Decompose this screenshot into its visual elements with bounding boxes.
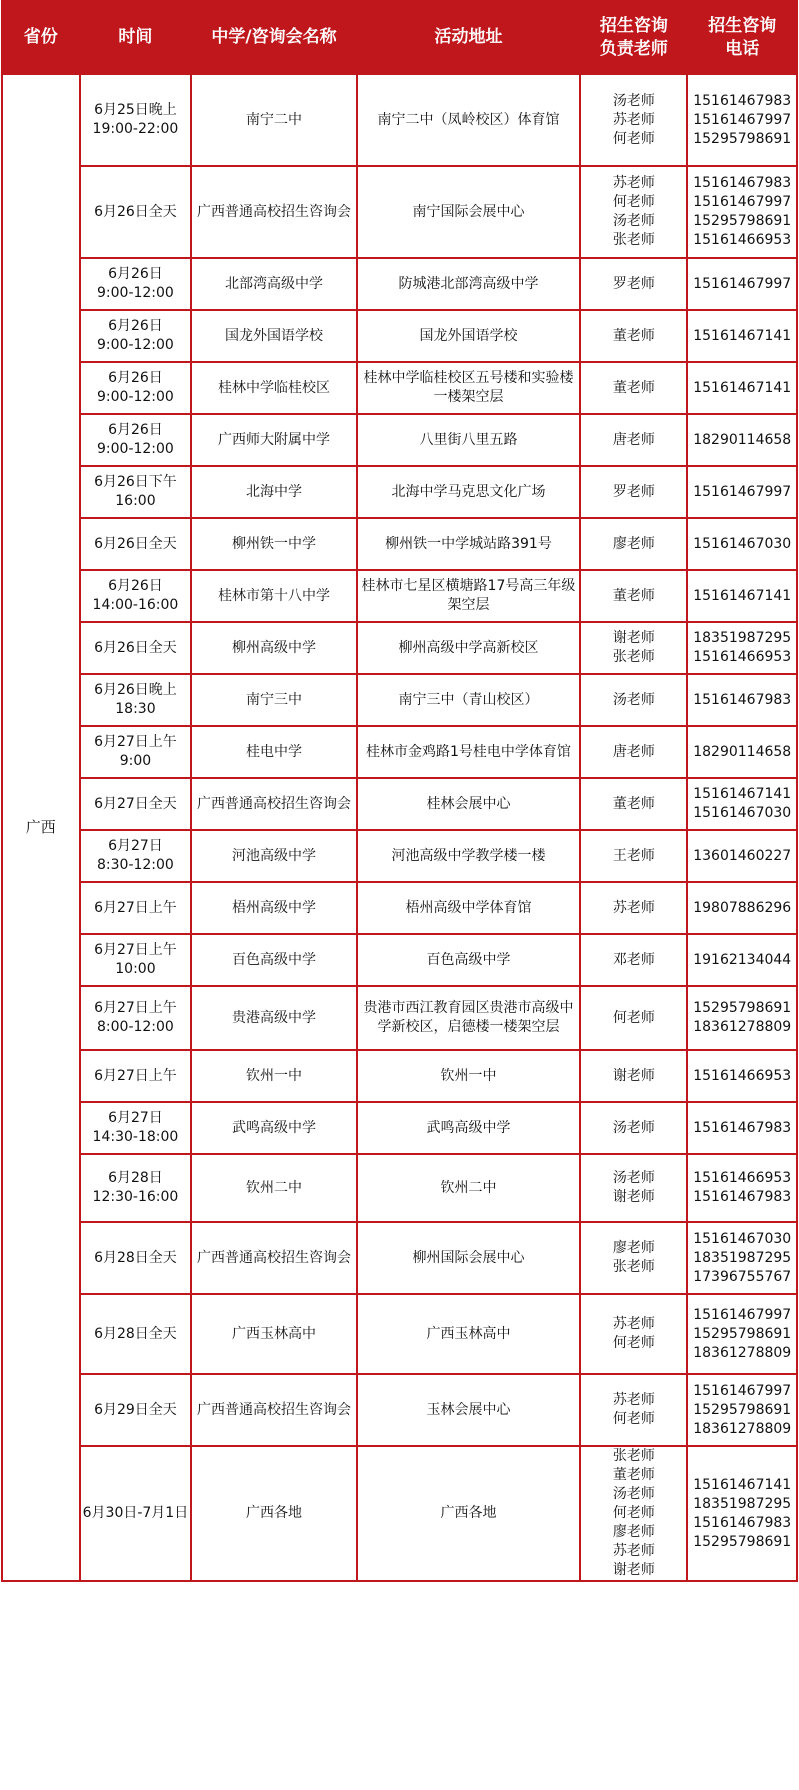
school-cell: 贵港高级中学 (191, 986, 356, 1050)
phone-number: 15161467141 (693, 327, 792, 344)
phone-number: 15161467983 (693, 1119, 792, 1136)
teacher-cell (580, 1374, 687, 1446)
table-row (2, 310, 797, 362)
phone-cell (687, 726, 797, 778)
school-cell: 桂林中学临桂校区 (191, 362, 356, 414)
teacher-cell (580, 1294, 687, 1374)
school-cell: 柳州铁一中学 (191, 518, 356, 570)
phone-number: 15295798691 (693, 1325, 792, 1342)
phone-number: 15295798691 (693, 1000, 792, 1016)
phone-number: 18351987295 (693, 630, 792, 646)
table-row (2, 986, 797, 1050)
teacher-name: 罗老师 (612, 275, 655, 292)
address-cell: 玉林会展中心 (357, 1374, 581, 1446)
phone-number: 15161466953 (693, 232, 792, 248)
teacher-name: 汤老师 (612, 213, 655, 229)
teacher-name: 谢老师 (612, 1067, 655, 1084)
teacher-name: 汤老师 (612, 1486, 655, 1502)
time-cell: 6月27日 14:30-18:00 (80, 1102, 192, 1154)
province-cell: 广西 (2, 74, 80, 1581)
table-row (2, 1446, 797, 1581)
time-cell: 6月27日上午 (80, 1050, 192, 1102)
phone-number: 15161467997 (693, 1382, 792, 1399)
time-cell: 6月26日全天 (80, 166, 192, 258)
teacher-name: 罗老师 (612, 483, 655, 500)
address-cell: 柳州国际会展中心 (357, 1222, 581, 1294)
phone-cell (687, 934, 797, 986)
school-cell: 广西普通高校招生咨询会 (191, 1222, 356, 1294)
phone-number: 18361278809 (693, 1019, 792, 1035)
phone-number: 15295798691 (693, 213, 792, 229)
address-cell: 南宁三中（青山校区） (357, 674, 581, 726)
phone-cell (687, 622, 797, 674)
phone-number: 15161467997 (693, 194, 792, 210)
teacher-name: 谢老师 (612, 1189, 655, 1205)
phone-number: 18351987295 (693, 1249, 792, 1266)
teacher-name: 董老师 (612, 795, 655, 812)
phone-number: 15295798691 (693, 130, 792, 147)
time-cell: 6月28日全天 (80, 1294, 192, 1374)
table-row (2, 1050, 797, 1102)
time-cell: 6月27日 8:30-12:00 (80, 830, 192, 882)
time-cell: 6月27日上午 8:00-12:00 (80, 986, 192, 1050)
teacher-name: 唐老师 (612, 743, 655, 760)
teacher-cell (580, 882, 687, 934)
school-cell: 桂林市第十八中学 (191, 570, 356, 622)
time-cell: 6月26日 9:00-12:00 (80, 414, 192, 466)
phone-number: 15161467983 (693, 1189, 792, 1205)
header-phone: 招生咨询 电话 (687, 1, 797, 74)
table-row (2, 830, 797, 882)
teacher-cell (580, 986, 687, 1050)
phone-number: 15161467983 (693, 175, 792, 191)
header-province: 省份 (2, 1, 80, 74)
address-cell: 柳州高级中学高新校区 (357, 622, 581, 674)
teacher-name: 汤老师 (612, 1119, 655, 1136)
time-cell: 6月26日 9:00-12:00 (80, 258, 192, 310)
phone-cell (687, 74, 797, 166)
address-cell: 桂林市七星区横塘路17号高三年级架空层 (357, 570, 581, 622)
address-cell: 防城港北部湾高级中学 (357, 258, 581, 310)
teacher-name: 何老师 (612, 1411, 655, 1427)
time-cell: 6月28日 12:30-16:00 (80, 1154, 192, 1222)
teacher-name: 廖老师 (612, 1524, 655, 1540)
phone-number: 15161467030 (693, 535, 792, 552)
address-cell: 钦州二中 (357, 1154, 581, 1222)
teacher-name: 董老师 (612, 379, 655, 396)
teacher-name: 张老师 (612, 1259, 655, 1275)
school-cell: 钦州一中 (191, 1050, 356, 1102)
time-cell: 6月27日上午 10:00 (80, 934, 192, 986)
address-cell: 国龙外国语学校 (357, 310, 581, 362)
teacher-cell (580, 1102, 687, 1154)
phone-cell (687, 882, 797, 934)
school-cell: 桂电中学 (191, 726, 356, 778)
school-cell: 广西玉林高中 (191, 1294, 356, 1374)
phone-number: 15161467141 (693, 1476, 792, 1493)
phone-number: 15161467997 (693, 1306, 792, 1323)
teacher-cell (580, 674, 687, 726)
address-cell: 桂林市金鸡路1号桂电中学体育馆 (357, 726, 581, 778)
header-time: 时间 (80, 1, 192, 74)
teacher-name: 苏老师 (612, 175, 655, 191)
table-row (2, 934, 797, 986)
time-cell: 6月26日晚上 18:30 (80, 674, 192, 726)
teacher-name: 何老师 (612, 130, 655, 147)
time-cell: 6月27日上午 (80, 882, 192, 934)
teacher-name: 苏老师 (612, 1543, 655, 1559)
header-teacher: 招生咨询 负责老师 (580, 1, 687, 74)
teacher-name: 何老师 (612, 1335, 655, 1351)
teacher-cell (580, 258, 687, 310)
phone-number: 13601460227 (693, 847, 792, 864)
table-row (2, 726, 797, 778)
school-cell: 广西师大附属中学 (191, 414, 356, 466)
phone-number: 15161466953 (693, 1067, 792, 1084)
time-cell: 6月27日全天 (80, 778, 192, 830)
phone-cell (687, 570, 797, 622)
phone-number: 15161467983 (693, 691, 792, 708)
phone-cell (687, 518, 797, 570)
teacher-cell (580, 310, 687, 362)
time-cell: 6月26日 14:00-16:00 (80, 570, 192, 622)
phone-number: 18361278809 (693, 1344, 792, 1361)
table-row (2, 1154, 797, 1222)
time-cell: 6月28日全天 (80, 1222, 192, 1294)
phone-number: 15161466953 (693, 1170, 792, 1186)
address-cell: 贵港市西江教育园区贵港市高级中学新校区，启德楼一楼架空层 (357, 986, 581, 1050)
teacher-name: 邓老师 (612, 951, 655, 968)
address-cell: 钦州一中 (357, 1050, 581, 1102)
address-cell: 桂林中学临桂校区五号楼和实验楼一楼架空层 (357, 362, 581, 414)
school-cell: 南宁二中 (191, 74, 356, 166)
address-cell: 南宁二中（凤岭校区）体育馆 (357, 74, 581, 166)
school-cell: 柳州高级中学 (191, 622, 356, 674)
address-cell: 武鸣高级中学 (357, 1102, 581, 1154)
time-cell: 6月26日 9:00-12:00 (80, 310, 192, 362)
teacher-name: 张老师 (612, 649, 655, 665)
teacher-name: 廖老师 (612, 1240, 655, 1256)
teacher-cell (580, 74, 687, 166)
school-cell: 武鸣高级中学 (191, 1102, 356, 1154)
phone-number: 15161467030 (693, 1230, 792, 1247)
header-row (2, 1, 797, 74)
time-cell: 6月26日全天 (80, 622, 192, 674)
time-cell: 6月26日 9:00-12:00 (80, 362, 192, 414)
teacher-name: 谢老师 (612, 1562, 655, 1578)
school-cell: 北海中学 (191, 466, 356, 518)
address-cell: 北海中学马克思文化广场 (357, 466, 581, 518)
time-cell: 6月26日下午 16:00 (80, 466, 192, 518)
phone-number: 18290114658 (693, 743, 792, 760)
teacher-cell (580, 830, 687, 882)
time-cell: 6月30日-7月1日 (80, 1446, 192, 1581)
teacher-name: 谢老师 (612, 630, 655, 646)
phone-cell (687, 1154, 797, 1222)
time-cell: 6月27日上午 9:00 (80, 726, 192, 778)
address-cell: 广西各地 (357, 1446, 581, 1581)
header-school: 中学/咨询会名称 (191, 1, 356, 74)
school-cell: 国龙外国语学校 (191, 310, 356, 362)
phone-number: 15295798691 (693, 1533, 792, 1550)
teacher-cell (580, 1154, 687, 1222)
phone-number: 15161467983 (693, 92, 792, 109)
teacher-name: 苏老师 (612, 1316, 655, 1332)
teacher-name: 董老师 (612, 1467, 655, 1483)
phone-cell (687, 1222, 797, 1294)
teacher-cell (580, 622, 687, 674)
table-row (2, 570, 797, 622)
teacher-cell (580, 466, 687, 518)
teacher-name: 廖老师 (612, 535, 655, 552)
teacher-name: 汤老师 (612, 691, 655, 708)
address-cell: 柳州铁一中学城站路391号 (357, 518, 581, 570)
address-cell: 百色高级中学 (357, 934, 581, 986)
phone-cell (687, 258, 797, 310)
time-cell: 6月25日晚上 19:00-22:00 (80, 74, 192, 166)
table-row (2, 882, 797, 934)
teacher-name: 董老师 (612, 327, 655, 344)
teacher-name: 汤老师 (612, 1170, 655, 1186)
school-cell: 钦州二中 (191, 1154, 356, 1222)
phone-cell (687, 362, 797, 414)
phone-number: 17396755767 (693, 1268, 792, 1285)
school-cell: 梧州高级中学 (191, 882, 356, 934)
teacher-cell (580, 414, 687, 466)
table-row (2, 362, 797, 414)
teacher-cell (580, 570, 687, 622)
table-row (2, 674, 797, 726)
phone-cell (687, 674, 797, 726)
table-row (2, 258, 797, 310)
phone-cell (687, 1102, 797, 1154)
phone-cell (687, 166, 797, 258)
table-row (2, 1102, 797, 1154)
phone-cell (687, 1294, 797, 1374)
table-row (2, 74, 797, 166)
table-row (2, 1222, 797, 1294)
phone-number: 15161467997 (693, 483, 792, 500)
teacher-cell (580, 1446, 687, 1581)
address-cell: 梧州高级中学体育馆 (357, 882, 581, 934)
table-row (2, 1374, 797, 1446)
time-cell: 6月29日全天 (80, 1374, 192, 1446)
teacher-cell (580, 1222, 687, 1294)
school-cell: 广西普通高校招生咨询会 (191, 1374, 356, 1446)
teacher-name: 张老师 (612, 1448, 655, 1464)
address-cell: 河池高级中学教学楼一楼 (357, 830, 581, 882)
teacher-name: 唐老师 (612, 431, 655, 448)
phone-number: 15161467141 (693, 786, 792, 802)
phone-number: 15161467997 (693, 275, 792, 292)
school-cell: 广西各地 (191, 1446, 356, 1581)
phone-cell (687, 414, 797, 466)
teacher-cell (580, 518, 687, 570)
teacher-cell (580, 166, 687, 258)
teacher-name: 苏老师 (612, 1392, 655, 1408)
phone-number: 15161467141 (693, 587, 792, 604)
school-cell: 河池高级中学 (191, 830, 356, 882)
school-cell: 广西普通高校招生咨询会 (191, 778, 356, 830)
table-row (2, 166, 797, 258)
phone-number: 15161467141 (693, 379, 792, 396)
table-row (2, 466, 797, 518)
teacher-name: 何老师 (612, 1505, 655, 1521)
phone-number: 15161467983 (693, 1514, 792, 1531)
phone-number: 15161466953 (693, 649, 792, 665)
phone-cell (687, 830, 797, 882)
address-cell: 八里街八里五路 (357, 414, 581, 466)
school-cell: 广西普通高校招生咨询会 (191, 166, 356, 258)
address-cell: 南宁国际会展中心 (357, 166, 581, 258)
teacher-name: 何老师 (612, 1009, 655, 1026)
table-row (2, 1294, 797, 1374)
phone-number: 18351987295 (693, 1495, 792, 1512)
phone-number: 15295798691 (693, 1401, 792, 1418)
school-cell: 北部湾高级中学 (191, 258, 356, 310)
consultation-schedule-table (1, 0, 798, 1582)
teacher-name: 何老师 (612, 194, 655, 210)
address-cell: 广西玉林高中 (357, 1294, 581, 1374)
teacher-name: 张老师 (612, 232, 655, 248)
teacher-name: 汤老师 (612, 92, 655, 109)
phone-cell (687, 778, 797, 830)
time-cell: 6月26日全天 (80, 518, 192, 570)
table-row (2, 518, 797, 570)
phone-cell (687, 1050, 797, 1102)
phone-cell (687, 466, 797, 518)
address-cell: 桂林会展中心 (357, 778, 581, 830)
teacher-cell (580, 1050, 687, 1102)
teacher-name: 董老师 (612, 587, 655, 604)
table-row (2, 414, 797, 466)
teacher-cell (580, 934, 687, 986)
phone-number: 19162134044 (693, 951, 792, 968)
teacher-name: 苏老师 (612, 111, 655, 128)
phone-cell (687, 986, 797, 1050)
header-address: 活动地址 (357, 1, 581, 74)
teacher-cell (580, 362, 687, 414)
phone-number: 15161467030 (693, 805, 792, 821)
phone-cell (687, 310, 797, 362)
teacher-name: 王老师 (612, 847, 655, 864)
table-row (2, 778, 797, 830)
phone-cell (687, 1374, 797, 1446)
table-row (2, 622, 797, 674)
phone-cell (687, 1446, 797, 1581)
phone-number: 19807886296 (693, 899, 792, 916)
school-cell: 百色高级中学 (191, 934, 356, 986)
school-cell: 南宁三中 (191, 674, 356, 726)
phone-number: 18361278809 (693, 1420, 792, 1437)
teacher-cell (580, 726, 687, 778)
teacher-cell (580, 778, 687, 830)
teacher-name: 苏老师 (612, 899, 655, 916)
phone-number: 18290114658 (693, 431, 792, 448)
phone-number: 15161467997 (693, 111, 792, 128)
